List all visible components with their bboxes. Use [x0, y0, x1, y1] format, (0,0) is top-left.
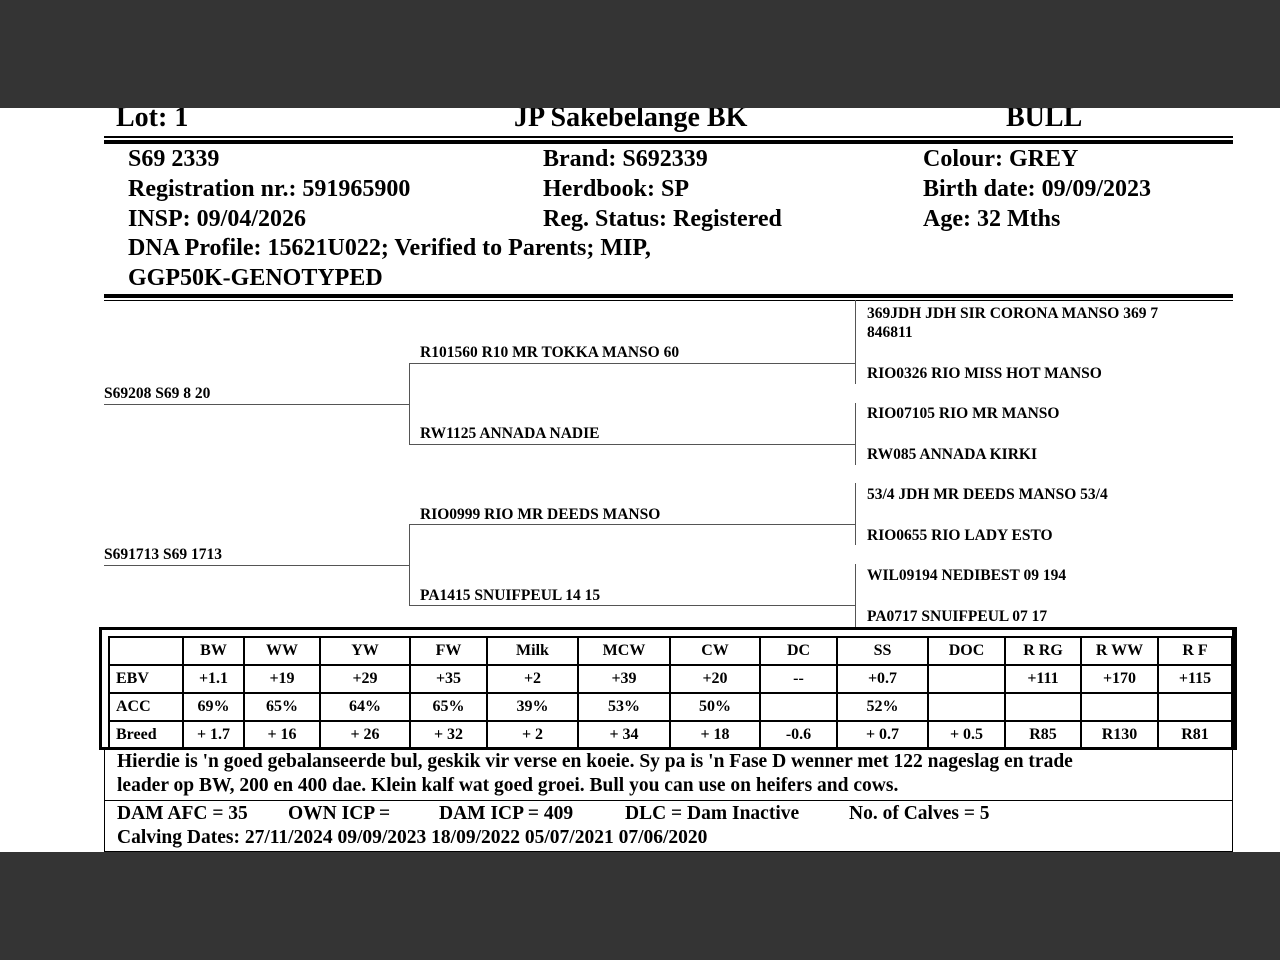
- ebv-table: [108, 636, 1233, 750]
- dam-line: [104, 565, 409, 566]
- ggp-8: PA0717 SNUIFPEUL 07 17: [867, 608, 1048, 625]
- dna-profile: DNA Profile: 15621U022; Verified to Parents; MIP,: [128, 235, 651, 261]
- sire-line: [104, 404, 409, 405]
- breed-cell: + 32: [410, 721, 487, 749]
- dam-dam-line: [409, 605, 855, 606]
- ggp-6: RIO0655 RIO LADY ESTO: [867, 527, 1053, 544]
- ebv-cell: +170: [1081, 665, 1158, 693]
- ggp-4: RW085 ANNADA KIRKI: [867, 446, 1037, 463]
- ebv-cell: +115: [1158, 665, 1232, 693]
- acc-cell: 39%: [487, 693, 578, 721]
- ebv-header-cell: CW: [670, 637, 760, 665]
- acc-cell: 69%: [183, 693, 244, 721]
- sire-sire: R101560 R10 MR TOKKA MANSO 60: [420, 344, 680, 361]
- acc-row: [109, 693, 1232, 721]
- ebv-cell: +29: [320, 665, 410, 693]
- acc-cell: [1158, 693, 1232, 721]
- ebv-header-cell: MCW: [578, 637, 670, 665]
- registration-status: Reg. Status: Registered: [543, 206, 782, 232]
- breed-cell: + 0.7: [837, 721, 928, 749]
- ebv-cell: +39: [578, 665, 670, 693]
- acc-cell: [1005, 693, 1081, 721]
- info-rule-thin: [104, 300, 1233, 301]
- breed-cell: R130: [1081, 721, 1158, 749]
- sire-bracket: [409, 363, 410, 444]
- breed-row: [109, 721, 1232, 749]
- age: Age: 32 Mths: [923, 206, 1061, 232]
- ebv-header-cell: R WW: [1081, 637, 1158, 665]
- brand: Brand: S692339: [543, 146, 708, 172]
- ebv-header-cell: FW: [410, 637, 487, 665]
- acc-cell: 64%: [320, 693, 410, 721]
- ggp-bracket-2: [855, 403, 856, 465]
- ebv-cell: +2: [487, 665, 578, 693]
- ebv-cell: +0.7: [837, 665, 928, 693]
- acc-row-label: ACC: [109, 693, 183, 721]
- ggp-1: 369JDH JDH SIR CORONA MANSO 369 7: [867, 305, 1159, 322]
- inspection-date: INSP: 09/04/2026: [128, 206, 307, 232]
- ebv-header-cell: Milk: [487, 637, 578, 665]
- dna-genotype: GGP50K-GENOTYPED: [128, 265, 383, 291]
- comment-line-2: leader op BW, 200 en 400 dae. Klein kalf wat goed groei. Bull you can use on heifers and cows.: [117, 775, 899, 796]
- breed-row-label: Breed: [109, 721, 183, 749]
- sire-sire-line: [409, 363, 855, 364]
- acc-cell: 52%: [837, 693, 928, 721]
- acc-cell: [1081, 693, 1158, 721]
- number-of-calves: No. of Calves = 5: [849, 803, 990, 824]
- breed-cell: + 18: [670, 721, 760, 749]
- ggp-1-number: 846811: [867, 324, 913, 341]
- ebv-table-frame: [99, 627, 1237, 750]
- ebv-header-cell: DC: [760, 637, 837, 665]
- ggp-bracket-3: [855, 483, 856, 545]
- ebv-cell: +35: [410, 665, 487, 693]
- breed-cell: -0.6: [760, 721, 837, 749]
- breed-cell: + 0.5: [928, 721, 1005, 749]
- breed-cell: + 1.7: [183, 721, 244, 749]
- ebv-header-cell: SS: [837, 637, 928, 665]
- comment-separator: [105, 800, 1232, 801]
- ggp-bracket-1: [855, 300, 856, 384]
- breed-cell: + 26: [320, 721, 410, 749]
- breed-cell: + 2: [487, 721, 578, 749]
- dam-icp: DAM ICP = 409: [439, 803, 574, 824]
- breed-cell: R81: [1158, 721, 1232, 749]
- sire: S69208 S69 8 20: [104, 385, 211, 402]
- comment-box: [104, 750, 1233, 852]
- comment-line-1: Hierdie is 'n goed gebalanseerde bul, geskik vir verse en koeie. Sy pa is 'n Fase D wenner met 122 nageslag en trade: [117, 751, 1073, 772]
- ebv-row: [109, 665, 1232, 693]
- calving-dates: Calving Dates: 27/11/2024 09/09/2023 18/09/2022 05/07/2021 07/06/2020: [117, 827, 708, 848]
- acc-cell: 65%: [410, 693, 487, 721]
- ggp-7: WIL09194 NEDIBEST 09 194: [867, 567, 1067, 584]
- ggp-bracket-4: [855, 564, 856, 627]
- animal-category: BULL: [1006, 108, 1083, 133]
- breed-cell: + 34: [578, 721, 670, 749]
- own-icp: OWN ICP =: [288, 803, 391, 824]
- sire-dam: RW1125 ANNADA NADIE: [420, 425, 600, 442]
- ebv-header-cell: [109, 637, 183, 665]
- breed-cell: + 16: [244, 721, 320, 749]
- ebv-header-row: [109, 637, 1232, 665]
- lot-number: Lot: 1: [116, 108, 189, 133]
- header-rule-thin: [104, 136, 1233, 138]
- acc-cell: [928, 693, 1005, 721]
- dam-bracket: [409, 524, 410, 606]
- breed-cell: R85: [1005, 721, 1081, 749]
- ebv-header-cell: R F: [1158, 637, 1232, 665]
- ebv-cell: +111: [1005, 665, 1081, 693]
- ebv-cell: [928, 665, 1005, 693]
- animal-id: S69 2339: [128, 146, 220, 172]
- acc-cell: 53%: [578, 693, 670, 721]
- acc-cell: 65%: [244, 693, 320, 721]
- birth-date: Birth date: 09/09/2023: [923, 176, 1151, 202]
- sire-dam-line: [409, 444, 855, 445]
- dam-sire: RIO0999 RIO MR DEEDS MANSO: [420, 506, 661, 523]
- dam-sire-line: [409, 524, 855, 525]
- info-rule-thick: [104, 294, 1233, 298]
- ggp-3: RIO07105 RIO MR MANSO: [867, 405, 1060, 422]
- ebv-header-cell: R RG: [1005, 637, 1081, 665]
- dam-afc: DAM AFC = 35: [117, 803, 248, 824]
- dam-dam: PA1415 SNUIFPEUL 14 15: [420, 587, 601, 604]
- header-rule-thick: [104, 140, 1233, 144]
- ebv-cell: +19: [244, 665, 320, 693]
- acc-cell: 50%: [670, 693, 760, 721]
- catalogue-sheet: [0, 108, 1280, 852]
- acc-cell: [760, 693, 837, 721]
- herdbook: Herdbook: SP: [543, 176, 690, 202]
- seller-name: JP Sakebelange BK: [514, 108, 748, 133]
- ggp-2: RIO0326 RIO MISS HOT MANSO: [867, 365, 1102, 382]
- ebv-cell: +1.1: [183, 665, 244, 693]
- ebv-header-cell: BW: [183, 637, 244, 665]
- registration-number: Registration nr.: 591965900: [128, 176, 411, 202]
- dam: S691713 S69 1713: [104, 546, 222, 563]
- ebv-header-cell: YW: [320, 637, 410, 665]
- dlc-status: DLC = Dam Inactive: [625, 803, 800, 824]
- ebv-header-cell: DOC: [928, 637, 1005, 665]
- ebv-cell: +20: [670, 665, 760, 693]
- ebv-header-cell: WW: [244, 637, 320, 665]
- ebv-cell: --: [760, 665, 837, 693]
- ebv-row-label: EBV: [109, 665, 183, 693]
- colour: Colour: GREY: [923, 146, 1079, 172]
- ggp-5: 53/4 JDH MR DEEDS MANSO 53/4: [867, 486, 1108, 503]
